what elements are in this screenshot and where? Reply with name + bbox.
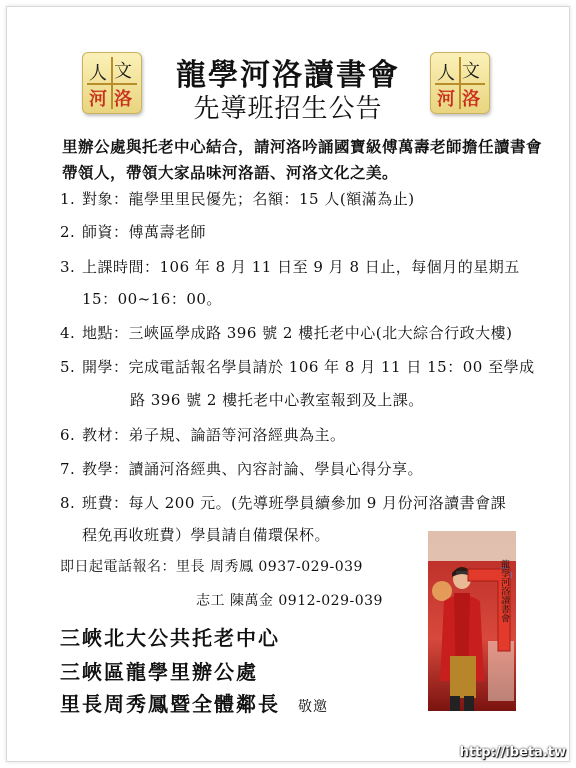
item-number: 1. xyxy=(60,190,76,208)
item-text: 教材：弟子規、論語等河洛經典為主。 xyxy=(82,426,346,444)
page-subtitle: 先導班招生公告 xyxy=(193,94,383,124)
item-number: 2. xyxy=(60,223,76,241)
item-text: 地點：三峽區學成路 396 號 2 樓托老中心(北大綜合行政大樓) xyxy=(82,324,513,342)
list-item xyxy=(60,188,550,209)
organizer-name: 三峽區龍學里辦公處 xyxy=(60,660,258,684)
item-text: 班費：每人 200 元。(先導班學員續參加 9 月份河洛讀書會課 xyxy=(82,494,507,512)
list-item xyxy=(60,322,550,343)
logo-char: 河 xyxy=(437,89,455,110)
logo-char: 洛 xyxy=(114,89,132,110)
intro-paragraph: 里辦公處與托老中心結合，請河洛吟誦國寶級傅萬壽老師擔任讀書會帶領人，帶領大家品味河洛語、河洛文化之美。 xyxy=(62,137,543,182)
registration-line: 志工 陳萬金 0912-029-039 xyxy=(196,593,383,609)
item-continuation: 15：00~16：00。 xyxy=(82,290,222,308)
logo-char: 洛 xyxy=(462,89,480,110)
logo-char: 人 xyxy=(437,63,455,84)
logo-char: 文 xyxy=(114,61,132,82)
logo-char: 河 xyxy=(89,89,107,110)
list-item xyxy=(60,256,550,277)
item-number: 7. xyxy=(60,460,76,478)
teacher-photo xyxy=(428,531,516,711)
organizer-name xyxy=(60,688,328,717)
item-text: 教學：讀誦河洛經典、內容討論、學員心得分享。 xyxy=(82,460,424,478)
list-item xyxy=(60,356,550,377)
list-item xyxy=(60,424,550,445)
item-number: 4. xyxy=(60,324,76,342)
teacher-photo-illustration xyxy=(428,531,516,711)
logo-char: 文 xyxy=(462,61,480,82)
item-number: 6. xyxy=(60,426,76,444)
registration-line: 即日起電話報名：里長 周秀鳳 0937-029-039 xyxy=(60,559,363,575)
page-title: 龍學河洛讀書會 xyxy=(176,58,400,93)
invite-text: 敬邀 xyxy=(298,699,328,715)
logo-char: 人 xyxy=(89,63,107,84)
item-number: 3. xyxy=(60,258,76,276)
item-text: 開學：完成電話報名學員請於 106 年 8 月 11 日 15：00 至學成 xyxy=(82,358,535,376)
item-number: 8. xyxy=(60,494,76,512)
watermark: http://ibeta.tw xyxy=(459,745,566,760)
organizer-name: 三峽北大公共托老中心 xyxy=(60,626,280,650)
item-continuation: 路 396 號 2 樓托老中心教室報到及上課。 xyxy=(130,391,424,409)
photo-banner-text: 龍學河洛讀書會 xyxy=(499,559,509,623)
item-continuation: 程免再收班費）學員請自備環保杯。 xyxy=(82,526,331,544)
item-text: 師資：傅萬壽老師 xyxy=(82,223,207,241)
list-item xyxy=(60,458,550,479)
list-item xyxy=(60,221,550,242)
item-text: 對象：龍學里里民優先；名額：15 人(額滿為止) xyxy=(82,190,415,208)
item-text: 上課時間：106 年 8 月 11 日至 9 月 8 日止，每個月的星期五 xyxy=(82,258,520,276)
item-number: 5. xyxy=(60,358,76,376)
organizer-leader: 里長周秀鳳暨全體鄰長 xyxy=(60,692,280,716)
list-item xyxy=(60,492,550,513)
